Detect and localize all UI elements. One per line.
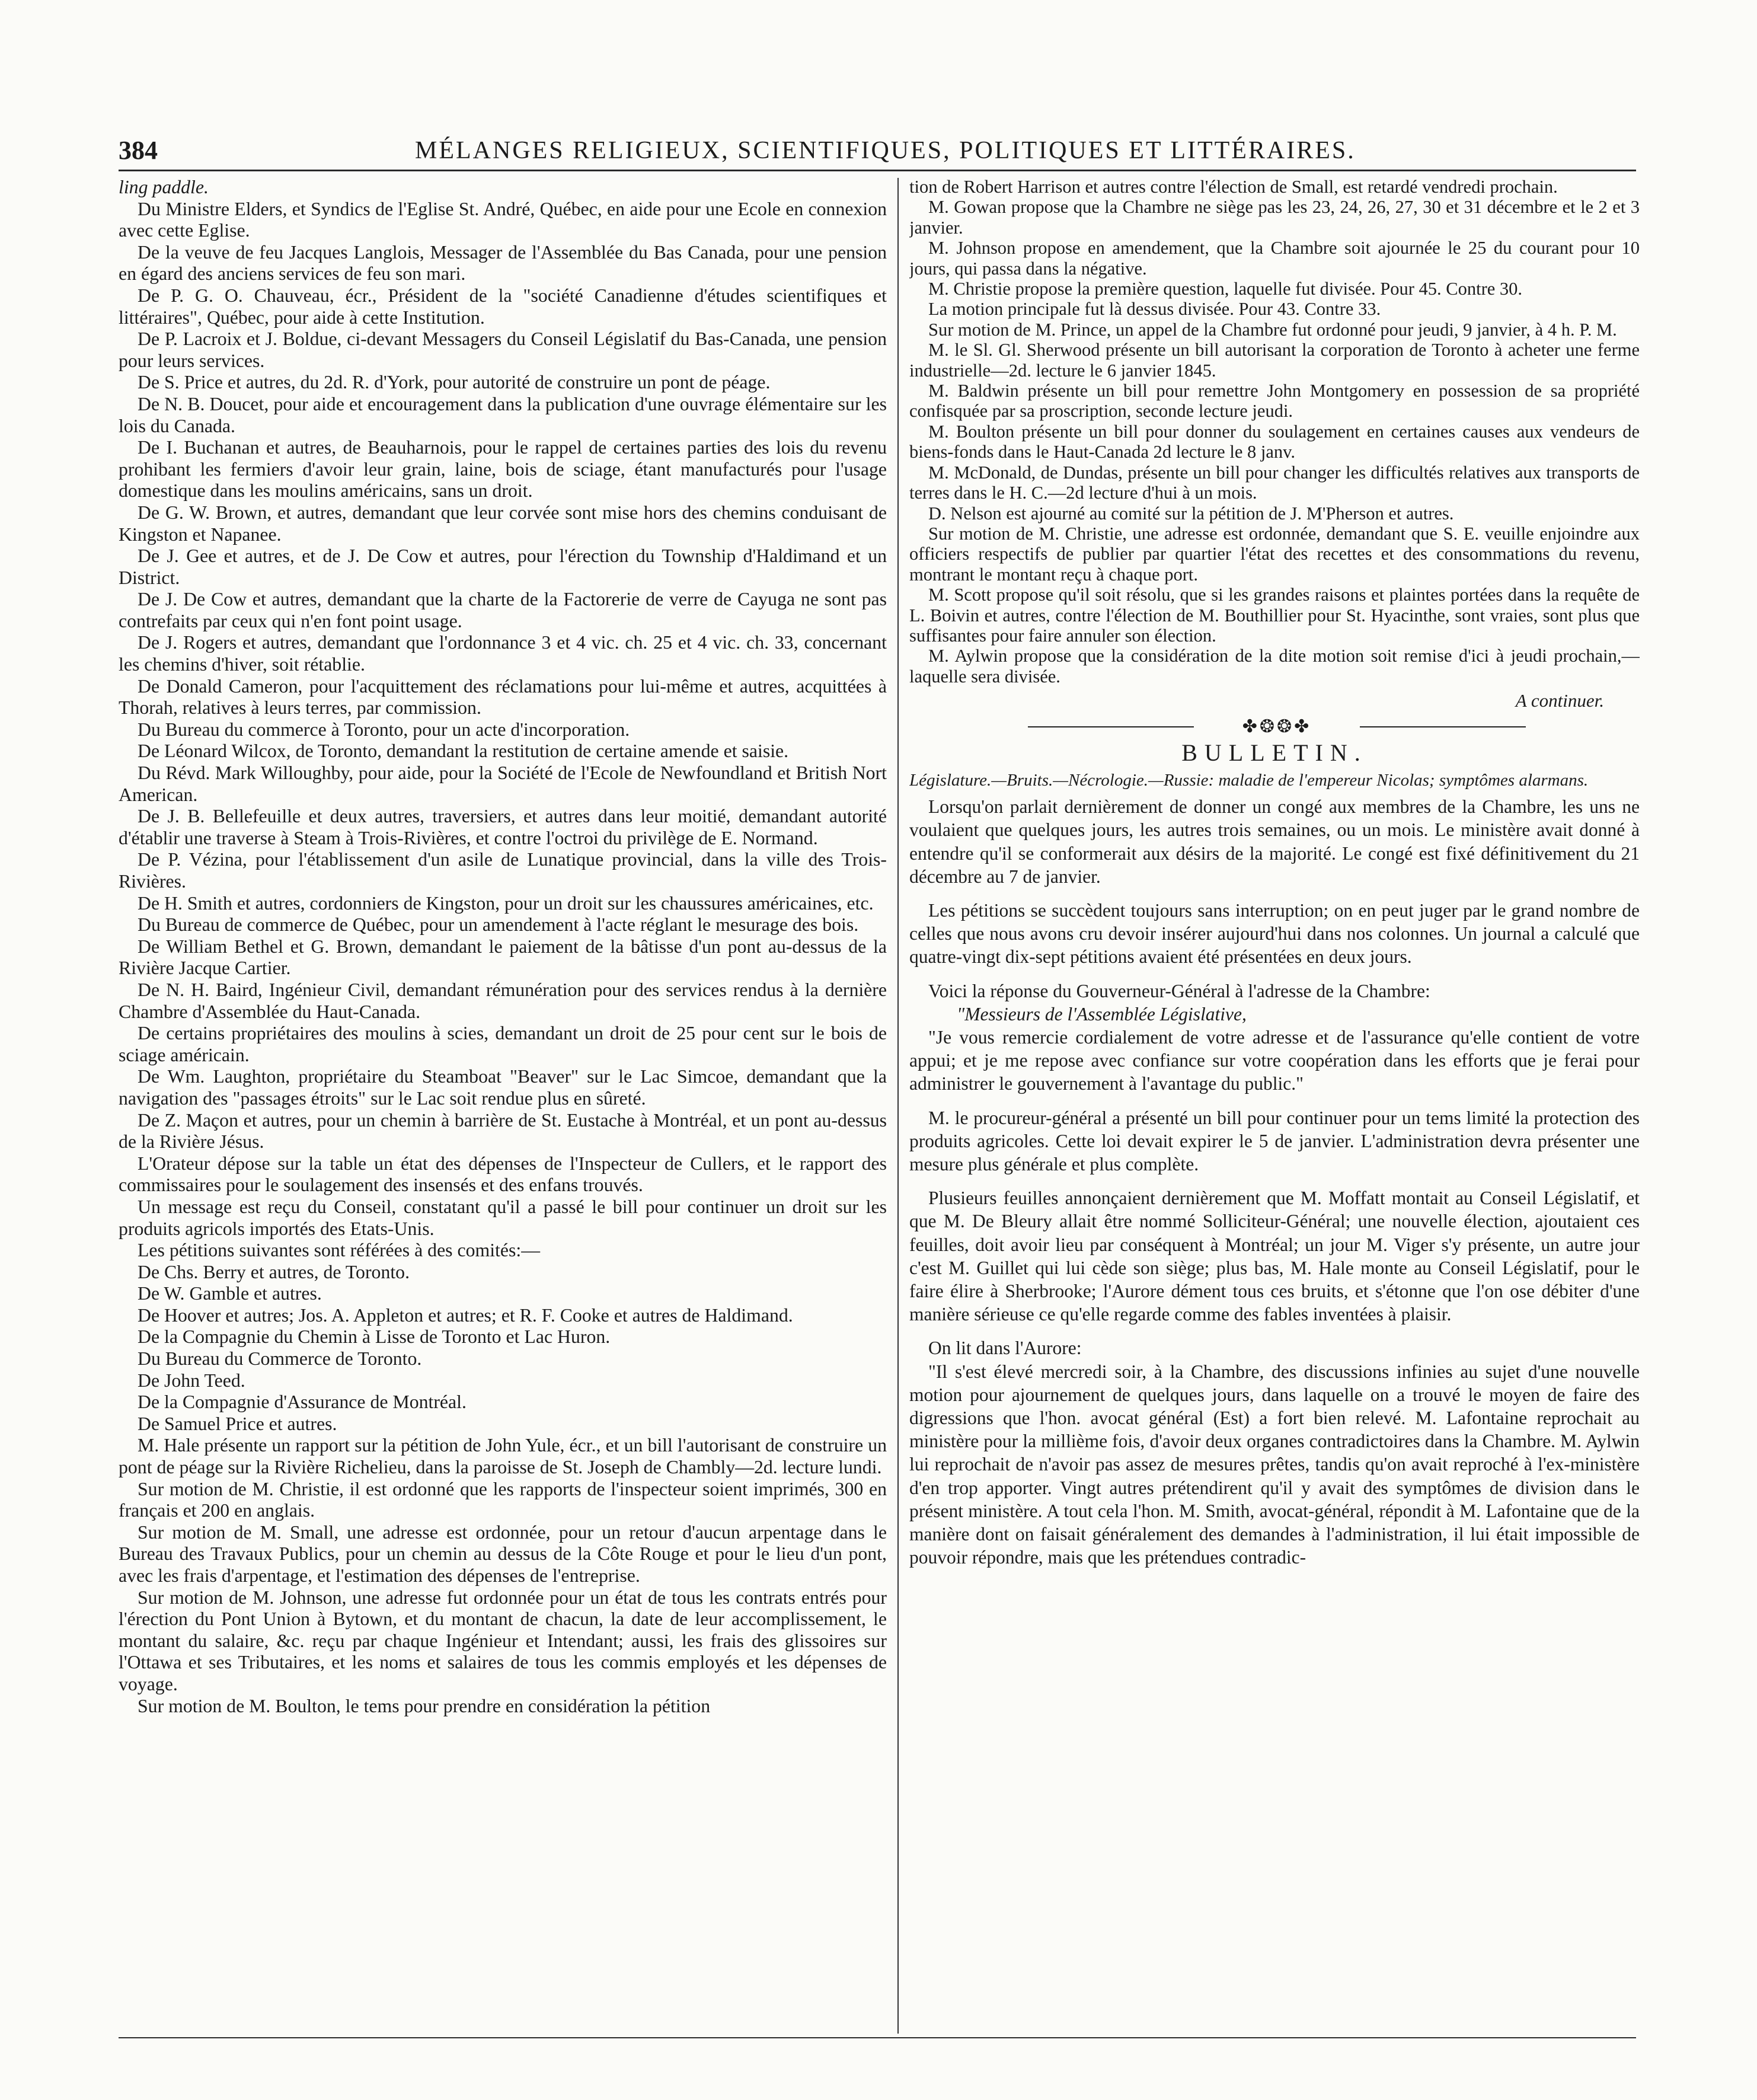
- paragraph: M. le procureur-général a présenté un bill pour continuer pour un tems limité la protection des produits agricoles. Cette loi devait expirer le 5 de janvier. L'administration devra présenter une mesure plus générale et plus complète.: [909, 1107, 1640, 1175]
- paragraph: M. Johnson propose en amendement, que la Chambre soit ajournée le 25 du courant pour 10 jours, qui passa dans la négative.: [909, 238, 1640, 279]
- paragraph: M. Hale présente un rapport sur la pétition de John Yule, écr., et un bill l'autorisant de construire un pont de péage sur la Rivière Richelieu, dans la paroisse de St. Joseph de Chambly—2d. lecture lundi.: [119, 1435, 887, 1478]
- paragraph: De P. Lacroix et J. Boldue, ci-devant Messagers du Conseil Législatif du Bas-Canada, une pension pour leurs services.: [119, 328, 887, 371]
- footer-rule: [119, 2037, 1636, 2038]
- paragraph: De J. Gee et autres, et de J. De Cow et autres, pour l'érection du Township d'Haldimand et un District.: [119, 545, 887, 588]
- paragraph: L'Orateur dépose sur la table un état des dépenses de l'Inspecteur de Cullers, et le rapport des commissaires pour le soulagement des insensés et des enfans trouvés.: [119, 1153, 887, 1196]
- paragraph: M. McDonald, de Dundas, présente un bill pour changer les difficultés relatives aux transports de terres dans le H. C.—2d lecture d'hui à un mois.: [909, 462, 1640, 503]
- paragraph: Du Bureau du commerce à Toronto, pour un acte d'incorporation.: [138, 719, 630, 740]
- paragraph: De J. Rogers et autres, demandant que l'ordonnance 3 et 4 vic. ch. 25 et 4 vic. ch. 33, concernant les chemins d'hiver, soit rétablie.: [119, 632, 887, 675]
- paragraph: De certains propriétaires des moulins à scies, demandant un droit de 25 pour cent sur le bois de sciage américain.: [119, 1023, 887, 1065]
- paragraph: De J. B. Bellefeuille et deux autres, traversiers, et autres dans leur moitié, demandant autorité d'établir une traverse à Steam à Trois-Rivières, et contre l'octroi du privilège de E. Normand.: [119, 806, 887, 848]
- paragraph: La motion principale fut là dessus divisée. Pour 43. Contre 33.: [928, 299, 1381, 320]
- page-header: [119, 135, 1636, 165]
- paragraph: tion de Robert Harrison et autres contre l'élection de Small, est retardé vendredi prochain.: [909, 177, 1558, 197]
- paragraph: Sur motion de M. Christie, il est ordonné que les rapports de l'inspecteur soient imprimés, 300 en français et 200 en anglais.: [119, 1478, 887, 1521]
- paragraph: On lit dans l'Aurore:: [928, 1338, 1082, 1359]
- paragraph: Du Ministre Elders, et Syndics de l'Eglise St. André, Québec, en aide pour une Ecole en connexion avec cette Eglise.: [119, 198, 887, 241]
- paragraph: De W. Gamble et autres.: [138, 1283, 322, 1304]
- ornament-rule-left: [1028, 726, 1194, 727]
- header-rule: [119, 170, 1636, 171]
- paragraph: Du Révd. Mark Willoughby, pour aide, pour la Société de l'Ecole de Newfoundland et British Nort American.: [119, 762, 887, 805]
- paragraph: De la veuve de feu Jacques Langlois, Messager de l'Assemblée du Bas Canada, pour une pension en égard des anciens services de feu son mari.: [119, 241, 887, 285]
- column-divider: [897, 178, 899, 2034]
- ornament-rule-right: [1360, 726, 1526, 727]
- paragraph: De Chs. Berry et autres, de Toronto.: [138, 1261, 410, 1282]
- quote-paragraph: "Je vous remercie cordialement de votre adresse et de l'assurance qu'elle contient de votre appui; et je me repose avec confiance sur votre coopération dans les efforts que je ferai pour administrer le gouvernement à l'avantage du public.": [909, 1026, 1640, 1094]
- left-column: [119, 177, 887, 2034]
- paragraph: D. Nelson est ajourné au comité sur la pétition de J. M'Pherson et autres.: [928, 503, 1454, 524]
- paragraph: Du Bureau de commerce de Québec, pour un amendement à l'acte réglant le mesurage des bois.: [138, 914, 859, 936]
- paragraph: Les pétitions se succèdent toujours sans interruption; on en peut juger par le grand nombre de celles que nous avons cru devoir insérer aujourd'hui dans nos colonnes. Un journal a calculé que quatre-vingt dix-sept pétitions avaient été présentées en deux jours.: [909, 899, 1640, 968]
- paragraph: Sur motion de M. Boulton, le tems pour prendre en considération la pétition: [138, 1695, 711, 1716]
- paragraph: De I. Buchanan et autres, de Beauharnois, pour le rappel de certaines parties des lois du revenu prohibant les fermiers d'avoir leur grain, laine, bois de sciage, étant manufacturés pour l'usage domestique dans les moulins américains, sans un droit.: [119, 437, 887, 502]
- paragraph: Lorsqu'on parlait dernièrement de donner un congé aux membres de la Chambre, les uns ne voulaient que quelques jours, les autres trois semaines, ou un mois. Le ministère avait donné à entendre qu'il se conformerait aux désirs de la majorité. Le congé est fixé définitivement du 21 décembre au 7 de janvier.: [909, 796, 1640, 887]
- paragraph: De la Compagnie d'Assurance de Montréal.: [138, 1392, 467, 1413]
- right-column: [909, 177, 1640, 2034]
- bulletin-title: BULLETIN.: [1181, 739, 1368, 767]
- paragraph: De P. G. O. Chauveau, écr., Président de la "société Canadienne d'études scientifiques et littéraires", Québec, pour aide à cette Institution.: [119, 285, 887, 328]
- paragraph: De N. H. Baird, Ingénieur Civil, demandant rémunération pour des services rendus à la dernière Chambre d'Assemblée du Haut-Canada.: [119, 979, 887, 1022]
- paragraph: De H. Smith et autres, cordonniers de Kingston, pour un droit sur les chaussures américaines, etc.: [138, 892, 874, 914]
- paragraph: De J. De Cow et autres, demandant que la charte de la Factorerie de verre de Cayuga ne sont pas contrefaits par ceux qui n'en font point usage.: [119, 589, 887, 631]
- paragraph: De G. W. Brown, et autres, demandant que leur corvée sont mise hors des chemins conduisant de Kingston et Napanee.: [119, 502, 887, 545]
- to-be-continued-note: A continuer.: [1515, 690, 1604, 711]
- paragraph: M. Aylwin propose que la considération de la dite motion soit remise d'ici à jeudi prochain,—laquelle sera divisée.: [909, 646, 1640, 687]
- paragraph: De Z. Maçon et autres, pour un chemin à barrière de St. Eustache à Montréal, et un pont au-dessus de la Rivière Jésus.: [119, 1109, 887, 1153]
- paragraph: De Samuel Price et autres.: [138, 1413, 337, 1434]
- quote-paragraph: "Il s'est élevé mercredi soir, à la Chambre, des discussions infinies au sujet d'une nouvelle motion pour ajournement de quelques jours, dans laquelle on a trouvé le moyen de faire des digressions que l'hon. avocat général (Est) a fort bien relevé. M. Lafontaine reprochait au ministère pour la millième fois, d'avoir deux organes contradictoires dans la Chambre. M. Aylwin lui reprochait de n'avoir pas assez de mesures prêtes, tandis qu'on avait reproché à l'ex-ministère d'en trop apporter. Vingt autres prétendirent qu'il y avait des symptômes de division dans le présent ministère. A tout cela l'hon. M. Smith, avocat-général, répondit à M. Lafontaine que de la manière dont on faisait généralement des demandes à l'administration, il lui était impossible de pouvoir répondre, mais que les prétendues contradic-: [909, 1361, 1640, 1568]
- paragraph: M. Baldwin présente un bill pour remettre John Montgomery en possession de sa propriété confisquée par sa proscription, seconde lecture jeudi.: [909, 381, 1640, 422]
- paragraph: Sur motion de M. Prince, un appel de la Chambre fut ordonné pour jeudi, 9 janvier, à 4 h. P. M.: [928, 319, 1617, 340]
- assembly-minutes: [909, 177, 1640, 687]
- section-ornament: [909, 716, 1640, 738]
- paragraph: De Léonard Wilcox, de Toronto, demandant la restitution de certaine amende et saisie.: [138, 741, 789, 762]
- page-number: 384: [119, 136, 158, 165]
- paragraph: Sur motion de M. Small, une adresse est ordonnée, pour un retour d'aucun arpentage dans le Bureau des Travaux Publics, pour un chemin au dessus de la Côte Rouge et pour le lieu d'un pont, avec les frais d'arpentage, et l'estimation des dépenses de l'entreprise.: [119, 1521, 887, 1586]
- paragraph: De P. Vézina, pour l'établissement d'un asile de Lunatique provincial, dans la ville des Trois-Rivières.: [119, 849, 887, 892]
- ornament-icon: ✤❂❂✤: [1242, 717, 1312, 737]
- paragraph: Les pétitions suivantes sont référées à des comités:—: [138, 1240, 541, 1261]
- paragraph: Sur motion de M. Johnson, une adresse fut ordonnée pour un état de tous les contrats entrés pour l'érection du Pont Union à Bytown, et du montant de chacun, la date de leur accomplissement, le montant du salaire, &c. reçu par chaque Ingénieur et Intendant; aussi, les frais des glissoires sur l'Ottawa et ses Tributaires, et les noms et salaires de tous les commis employés et les dépenses de voyage.: [119, 1587, 887, 1694]
- paragraph: M. le Sl. Gl. Sherwood présente un bill autorisant la corporation de Toronto à acheter une ferme industrielle—2d. lecture le 6 janvier 1845.: [909, 340, 1640, 381]
- bulletin-subtitle: Législature.—Bruits.—Nécrologie.—Russie: maladie de l'empereur Nicolas; symptômes alarmans.: [909, 771, 1589, 790]
- quote-salutation: "Messieurs de l'Assemblée Législative,: [957, 1003, 1247, 1025]
- paragraph: Voici la réponse du Gouverneur-Général à l'adresse de la Chambre:: [928, 980, 1430, 1001]
- paragraph: De Wm. Laughton, propriétaire du Steamboat "Beaver" sur le Lac Simcoe, demandant que la navigation des "passages étroits" sur le Lac soit rendue plus en sûreté.: [119, 1066, 887, 1109]
- paragraph: De la Compagnie du Chemin à Lisse de Toronto et Lac Huron.: [138, 1326, 611, 1348]
- paragraph: De John Teed.: [138, 1370, 245, 1391]
- paragraph: De S. Price et autres, du 2d. R. d'York, pour autorité de construire un pont de péage.: [138, 372, 771, 393]
- paragraph: Plusieurs feuilles annonçaient dernièrement que M. Moffatt montait au Conseil Législatif, et que M. De Bleury allait être nommé Solliciteur-Général; une nouvelle élection, ajoutaient ces feuilles, doit avoir lieu par conséquent à Montréal; un jour M. Viger s'y présente, un autre jour c'est M. Guillet qui lui cède son siège; plus bas, M. Hale monte au Conseil Législatif, pour le faire élire à Sherbrooke; l'Aurore dément tous ces bruits, et s'étonne que l'on ose débiter d'une manière sérieuse ce qu'elle regarde comme des fables inventées à plaisir.: [909, 1188, 1640, 1325]
- paragraph: M. Gowan propose que la Chambre ne siège pas les 23, 24, 26, 27, 30 et 31 décembre et le 2 et 3 janvier.: [909, 197, 1640, 238]
- paragraph: De N. B. Doucet, pour aide et encouragement dans la publication d'une ouvrage élémentaire sur les lois du Canada.: [119, 393, 887, 436]
- paragraph: Du Bureau du Commerce de Toronto.: [138, 1348, 422, 1370]
- paragraph: ling paddle.: [119, 177, 209, 197]
- paragraph: De Donald Cameron, pour l'acquittement des réclamations pour lui-même et autres, acquittées à Thorah, relatives à leurs terres, par commission.: [119, 675, 887, 719]
- paragraph: De William Bethel et G. Brown, demandant le paiement de la bâtisse d'un pont au-dessus de la Rivière Jacque Cartier.: [119, 936, 887, 979]
- paragraph: M. Christie propose la première question, laquelle fut divisée. Pour 45. Contre 30.: [928, 279, 1523, 299]
- bulletin-section: [909, 739, 1640, 1569]
- paragraph: M. Scott propose qu'il soit résolu, que si les grandes raisons et plaintes portées dans la requête de L. Boivin et autres, contre l'élection de M. Bouthillier pour St. Hyacinthe, sont vraies, sont plus que suffisantes pour faire annuler son élection.: [909, 585, 1640, 646]
- paragraph: Sur motion de M. Christie, une adresse est ordonnée, demandant que S. E. veuille enjoindre aux officiers respectifs de publier par quartier l'état des recettes et des consommations du revenu, montrant le montant reçu à chaque port.: [909, 523, 1640, 585]
- running-title: MÉLANGES RELIGIEUX, SCIENTIFIQUES, POLITIQUES ET LITTÉRAIRES.: [415, 137, 1356, 164]
- paragraph: M. Boulton présente un bill pour donner du soulagement en certaines causes aux vendeurs de biens-fonds dans le Haut-Canada 2d lecture le 8 janv.: [909, 421, 1640, 462]
- paragraph: Un message est reçu du Conseil, constatant qu'il a passé le bill pour continuer un droit sur les produits agricols importés des Etats-Unis.: [119, 1196, 887, 1239]
- paragraph: De Hoover et autres; Jos. A. Appleton et autres; et R. F. Cooke et autres de Haldimand.: [138, 1304, 793, 1326]
